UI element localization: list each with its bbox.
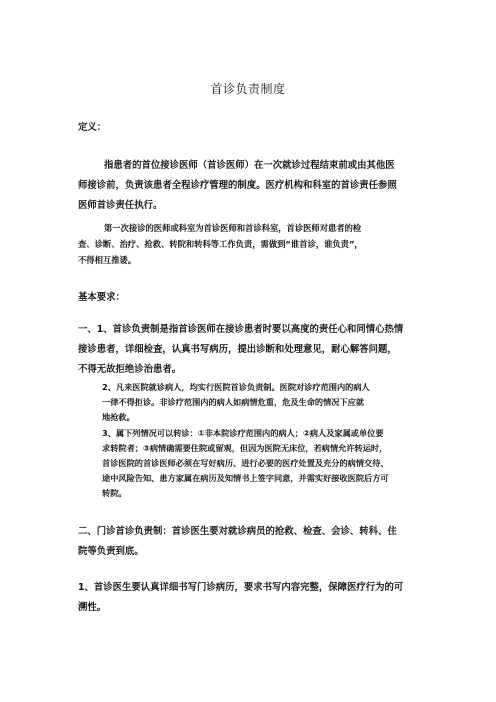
paragraph-line: 查、诊断、治疗、抢救、转院和转科等工作负责，需做到“谁首诊，谁负责”， (78, 239, 363, 249)
paragraph-line: 转院。 (102, 488, 127, 498)
paragraph-line: 一、1、首诊负责制是指首诊医师在接诊患者时要以高度的责任心和同情心热情 (78, 324, 404, 335)
paragraph-line: 第一次接诊的医师或科室为首诊医师和首诊科室，首诊医师对患者的检 (104, 223, 362, 233)
paragraph-line: 不得相互推诿。 (78, 255, 137, 265)
paragraph-line: 溯性。 (78, 602, 107, 613)
paragraph-line: 1、首诊医生要认真详细书写门诊病历，要求书写内容完整，保障医疗行为的可 (78, 582, 404, 593)
paragraph-line: 师接诊前，负责该患者全程诊疗管理的制度。医疗机构和科室的首诊责任参照 (78, 180, 397, 191)
paragraph-line: 2、凡来医院就诊病人，均实行医院首诊负责制。医院对诊疗范围内的病人 (102, 382, 370, 392)
definition-heading: 定义： (78, 122, 107, 133)
paragraph-line: 首诊医院的首诊医师必须在写好病历、进行必要的医疗处置及充分的病情交待、 (102, 458, 389, 468)
paragraph-line: 医师首诊责任执行。 (78, 200, 163, 211)
paragraph-line: 指患者的首位接诊医师（首诊医师）在一次就诊过程结束前或由其他医 (104, 160, 395, 171)
paragraph-line: 二、门诊首诊负责制：首诊医生要对就诊病员的抢救、检查、会诊、转科、住 (78, 526, 397, 537)
paragraph-line: 求转院者；③病情确需要住院或留观，但因为医院无床位，若病情允许转运时， (102, 443, 388, 453)
paragraph-line: 不得无故拒绝诊治患者。 (78, 364, 182, 375)
requirements-heading: 基本要求： (78, 292, 125, 303)
paragraph-line: 接诊患者，详细检查，认真书写病历，提出诊断和处理意见，耐心解答问题， (78, 344, 397, 355)
paragraph-line: 地抢救。 (102, 412, 135, 422)
paragraph-line: 3、属下列情况可以转诊：①非本院诊疗范围内的病人；②病人及家属或单位要 (102, 428, 384, 438)
document-title: 首诊负责制度 (210, 82, 286, 96)
paragraph-line: 院等负责到底。 (78, 546, 144, 557)
paragraph-line: 途中风险告知、患方家属在病历及知情书上签字同意，并需实好接收医院后方可 (102, 473, 389, 483)
paragraph-line: 一律不得拒诊。非诊疗范围内的病人如病情危重，危及生命的情况下应就 (102, 397, 365, 407)
